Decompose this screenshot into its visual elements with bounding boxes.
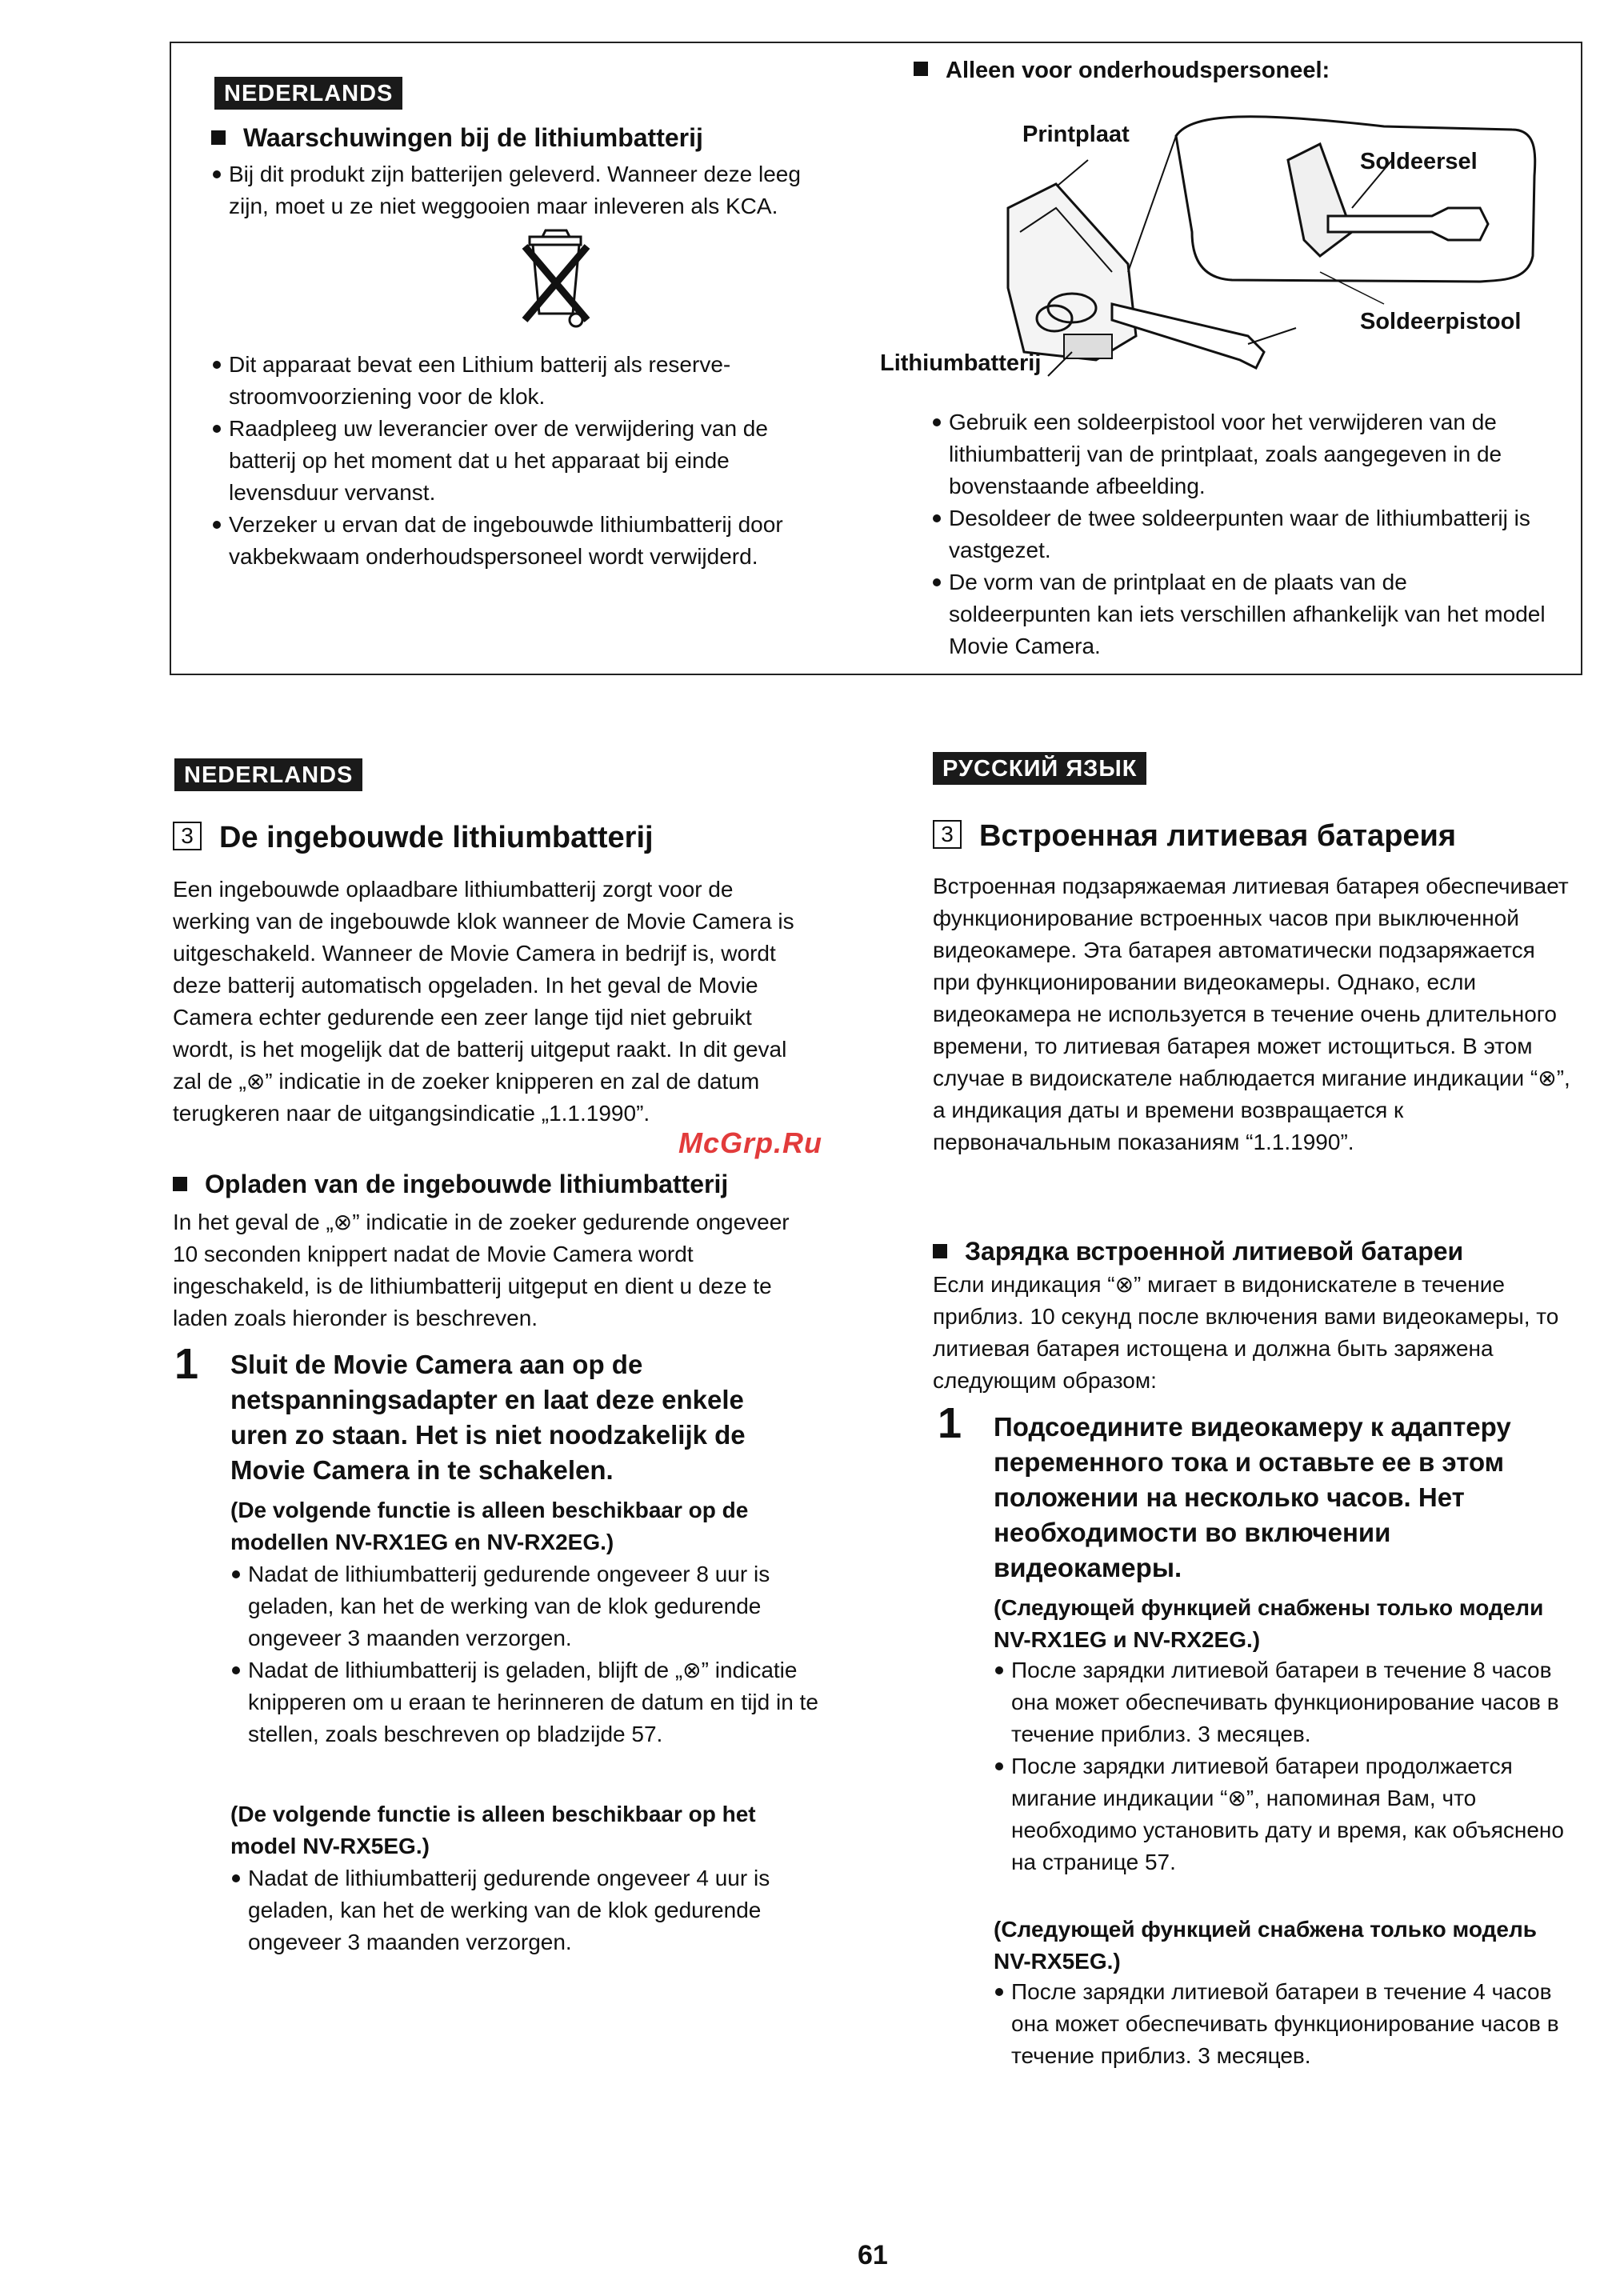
bullet-dot-icon [211, 158, 229, 190]
square-bullet-icon [211, 130, 226, 145]
bullet-dot-icon [211, 413, 229, 445]
nl-bullets-rx1-rx2 [230, 1558, 822, 1750]
square-bullet-icon [933, 1244, 947, 1258]
ru-bullets-rx5 [994, 1976, 1578, 2072]
bullet-dot-icon [211, 509, 229, 541]
bullet-dot-icon [230, 1654, 248, 1686]
ru-note-rx5: (Следующей функцией снабжена только модель NV-RX5EG.) [994, 1917, 1537, 1974]
bullet-dot-icon [230, 1558, 248, 1590]
ru-step-number: 1 [938, 1399, 962, 1447]
bullet-dot-icon [994, 1654, 1011, 1686]
bullet-item: Bij dit produkt zijn batterijen geleverd. Wanneer deze leeg zijn, moet u ze niet weggooien maar inleveren als KCA. [211, 158, 803, 222]
bullet-dot-icon [994, 1750, 1011, 1782]
ru-charging-heading: Зарядка встроенной литиевой батареи [933, 1235, 1573, 1267]
bullet-item: Raadpleeg uw leverancier over de verwijdering van de batterij op het moment dat u het apparaat bij einde levensduur vervanst. [211, 413, 803, 509]
language-badge-nl: NEDERLANDS [174, 758, 362, 791]
label-printplaat: Printplaat [1022, 122, 1130, 147]
bullet-item: Nadat de lithiumbatterij is geladen, blijft de „⊗” indicatie knipperen om u eraan te herinneren de datum en tijd in te stellen, zoals beschreven op bladzijde 57. [230, 1654, 822, 1750]
square-bullet-icon [914, 62, 928, 76]
label-soldeersel: Soldeersel [1360, 149, 1478, 174]
lithium-warning-bullets-b [211, 349, 803, 573]
nl-note-rx1-rx2: (De volgende functie is alleen beschikbaar op de modellen NV-RX1EG en NV-RX2EG.) [230, 1498, 749, 1554]
bullet-item: Verzeker u ervan dat de ingebouwde lithiumbatterij door vakbekwaam onderhoudspersoneel wordt verwijderd. [211, 509, 803, 573]
bullet-item: Nadat de lithiumbatterij gedurende ongeveer 8 uur is geladen, kan het de werking van de klok gedurende ongeveer 3 maanden verzorgen. [230, 1558, 822, 1654]
ru-section-number: 3 [933, 820, 962, 849]
ru-bullets-rx1-rx2 [994, 1654, 1578, 1878]
nl-step-number: 1 [174, 1340, 199, 1388]
nl-section-title: 3 De ingebouwde lithiumbatterij [173, 819, 797, 856]
bullet-dot-icon [230, 1862, 248, 1894]
nl-step-text: Sluit de Movie Camera aan op de netspanningsadapter en laat deze enkele uren zo staan. Het is niet noodzakelijk de Movie Camera in te schakelen. [230, 1350, 746, 1485]
service-personnel-heading: Alleen voor onderhoudspersoneel: [914, 54, 1554, 86]
bullet-item: Desoldeer de twee soldeerpunten waar de lithiumbatterij is vastgezet. [931, 502, 1547, 566]
bullet-dot-icon [994, 1976, 1011, 2008]
nl-intro-text: Een ingebouwde oplaadbare lithiumbatterij zorgt voor de werking van de ingebouwde klok wanneer de Movie Camera is uitgeschakeld. Wanneer de Movie Camera in bedrijf is, wordt deze batterij automatisch opgeladen. In het geval de Movie Camera echter gedurende een zeer lange tijd niet gebruikt wordt, is het mogelijk dat de batterij uitgeput raakt. In dit geval zal de „⊗” indicatie in de zoeker knipperen en zal de datum terugkeren naar de uitgangsindicatie „1.1.1990”. [173, 877, 794, 1126]
bullet-dot-icon [211, 349, 229, 381]
square-bullet-icon [173, 1177, 187, 1191]
page-number: 61 [858, 2240, 888, 2270]
ru-note-rx1-rx2: (Следующей функцией снабжены только модели NV-RX1EG и NV-RX2EG.) [994, 1595, 1544, 1652]
bullet-dot-icon [931, 406, 949, 438]
ru-section-title: 3 Встроенная литиевая батареия [933, 818, 1573, 854]
bullet-item: После зарядки литиевой батареи в течение 4 часов она может обеспечивать функционирование часов в течение приблиз. 3 месяцев. [994, 1976, 1578, 2072]
ru-charging-text: Если индикация “⊗” мигает в видонискателе в течение приблиз. 10 секунд после включения вами видеокамеры, то литиевая батарея истощена и должна быть заряжена следующим образом: [933, 1272, 1559, 1393]
bullet-item: После зарядки литиевой батареи продолжается мигание индикации “⊗”, напоминая Вам, что необходимо установить дату и время, как объяснено на странице 57. [994, 1750, 1578, 1878]
bullet-item: Dit apparaat bevat een Lithium batterij als reserve-stroomvoorziening voor de klok. [211, 349, 803, 413]
lithium-warning-heading: Waarschuwingen bij de lithiumbatterij [211, 122, 819, 154]
nl-charging-heading: Opladen van de ingebouwde lithiumbatterij [173, 1168, 813, 1200]
lithium-warning-bullets-a [211, 158, 803, 222]
nl-note-rx5: (De volgende functie is alleen beschikbaar op het model NV-RX5EG.) [230, 1802, 756, 1858]
nl-charging-text: In het geval de „⊗” indicatie in de zoeker gedurende ongeveer 10 seconden knippert nadat de Movie Camera wordt ingeschakeld, is de lithiumbatterij uitgeput en dient u deze te laden zoals hieronder is beschreven. [173, 1210, 790, 1330]
bullet-item: Nadat de lithiumbatterij gedurende ongeveer 4 uur is geladen, kan het de werking van de klok gedurende ongeveer 3 maanden verzorgen. [230, 1862, 822, 1958]
nl-bullets-rx5 [230, 1862, 822, 1958]
language-badge-ru: РУССКИЙ ЯЗЫК [933, 752, 1146, 785]
nl-section-number: 3 [173, 822, 202, 850]
watermark: McGrp.Ru [678, 1126, 823, 1159]
label-soldeerpistool: Soldeerpistool [1360, 309, 1522, 334]
ru-intro-text: Встроенная подзаряжаемая литиевая батарея обеспечивает функционирование встроенных часов при выключенной видеокамере. Эта батарея автоматически подзаряжается при функционировании видеокамеры. Однако, если видеокамера не используется в течение очень длительного времени, то литиевая батарея может истощиться. В этом случае в видоискателе наблюдается мигание индикации “⊗”, а индикация даты и времени возвращается к первоначальным показаниям “1.1.1990”. [933, 874, 1570, 1154]
label-lithiumbatterij: Lithiumbatterij [880, 350, 1042, 376]
ru-step-text: Подсоедините видеокамеру к адаптеру переменного тока и оставьте ее в этом положении на несколько часов. Нет необходимости во включении видеокамеры. [994, 1412, 1511, 1582]
language-badge-nl-top: NEDERLANDS [214, 77, 402, 110]
bullet-dot-icon [931, 502, 949, 534]
bullet-item: De vorm van de printplaat en de plaats van de soldeerpunten kan iets verschillen afhankelijk van het model Movie Camera. [931, 566, 1547, 662]
bullet-item: После зарядки литиевой батареи в течение 8 часов она может обеспечивать функционирование часов в течение приблиз. 3 месяцев. [994, 1654, 1578, 1750]
bullet-item: Gebruik een soldeerpistool voor het verwijderen van de lithiumbatterij van de printplaat, zoals aangegeven in de bovenstaande afbeelding. [931, 406, 1547, 502]
bullet-dot-icon [931, 566, 949, 598]
crossed-bin-icon [518, 226, 598, 338]
service-instructions-bullets [931, 406, 1547, 662]
